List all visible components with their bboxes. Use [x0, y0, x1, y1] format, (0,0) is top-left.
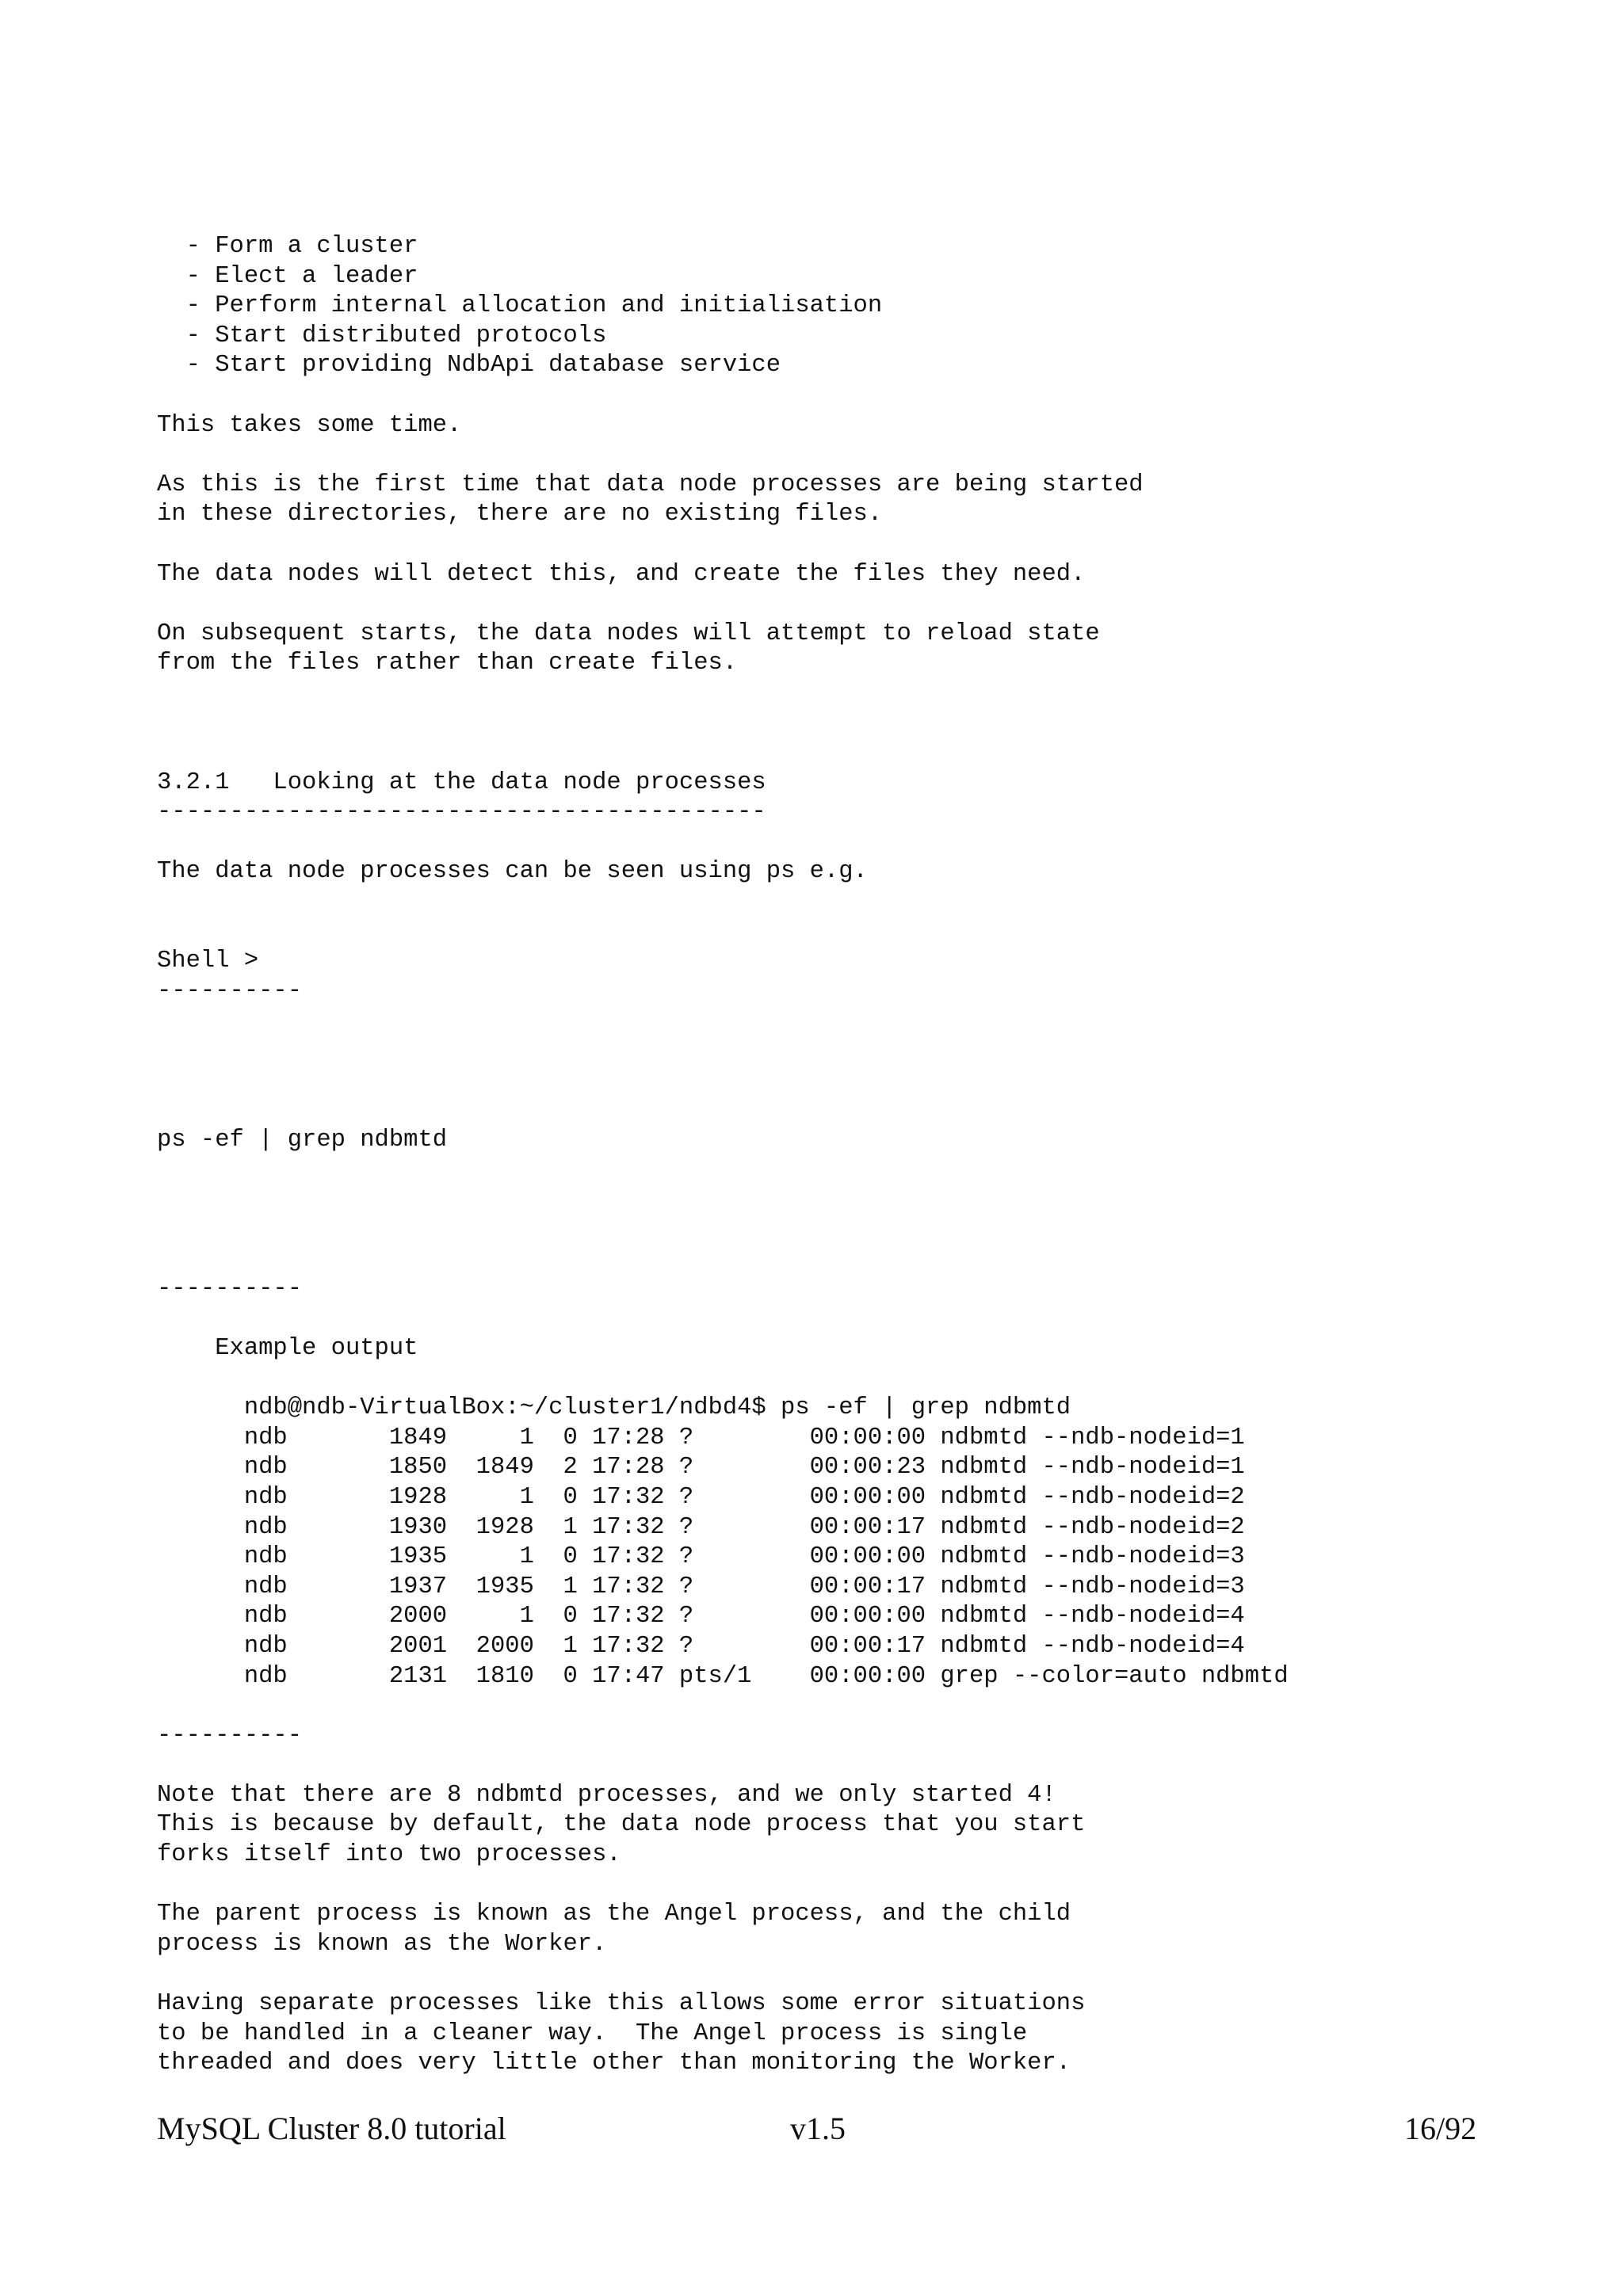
text-line: [157, 1959, 1583, 1989]
text-line: - Start providing NdbApi database service: [157, 352, 781, 379]
text-line: Shell >: [157, 948, 259, 975]
text-line: This takes some time.: [157, 411, 462, 439]
text-line: ndb 1937 1935 1 17:32 ? 00:00:17 ndbmtd --ndb-nodeid=3: [157, 1573, 1245, 1600]
text-line: ps -ef | grep ndbmtd: [157, 1126, 448, 1154]
text-line: - Form a cluster: [157, 233, 418, 260]
text-line: ndb 1935 1 0 17:32 ? 00:00:00 ndbmtd --ndb-nodeid=3: [157, 1543, 1245, 1571]
text-line: [157, 1304, 1583, 1334]
text-line: The parent process is known as the Angel process, and the child: [157, 1901, 1071, 1928]
footer-page-number: 16/92: [1404, 2111, 1477, 2146]
text-line: The data node processes can be seen using ps e.g.: [157, 858, 868, 886]
text-line: [157, 1066, 1583, 1097]
text-line: The data nodes will detect this, and create the files they need.: [157, 560, 1086, 588]
text-line: [157, 381, 1583, 411]
text-line: ----------: [157, 1275, 303, 1302]
text-line: [157, 679, 1583, 709]
text-line: ndb 2131 1810 0 17:47 pts/1 00:00:00 grep --color=auto ndbmtd: [157, 1662, 1289, 1690]
text-line: [157, 1036, 1583, 1066]
text-line: ----------: [157, 1722, 303, 1749]
text-line: ndb 2001 2000 1 17:32 ? 00:00:17 ndbmtd --ndb-nodeid=4: [157, 1632, 1245, 1660]
text-line: ndb 1930 1928 1 17:32 ? 00:00:17 ndbmtd --ndb-nodeid=2: [157, 1513, 1245, 1541]
text-line: [157, 1691, 1583, 1722]
text-line: [157, 917, 1583, 948]
text-line: [157, 1185, 1583, 1215]
page-body: [157, 232, 1583, 2079]
text-line: [157, 828, 1583, 858]
text-line: Note that there are 8 ndbmtd processes, and we only started 4!: [157, 1781, 1056, 1809]
text-line: threaded and does very little other than monitoring the Worker.: [157, 2050, 1071, 2077]
text-line: [157, 530, 1583, 560]
text-line: [157, 1215, 1583, 1245]
text-line: ndb 2000 1 0 17:32 ? 00:00:00 ndbmtd --ndb-nodeid=4: [157, 1603, 1245, 1630]
text-line: ndb 1928 1 0 17:32 ? 00:00:00 ndbmtd --ndb-nodeid=2: [157, 1483, 1245, 1511]
text-line: Having separate processes like this allows some error situations: [157, 1990, 1086, 2018]
text-line: ndb 1849 1 0 17:28 ? 00:00:00 ndbmtd --ndb-nodeid=1: [157, 1424, 1245, 1451]
text-line: process is known as the Worker.: [157, 1930, 607, 1958]
text-line: ----------: [157, 977, 303, 1005]
text-line: from the files rather than create files.: [157, 650, 738, 677]
text-line: [157, 1364, 1583, 1394]
footer-title: MySQL Cluster 8.0 tutorial: [157, 2111, 506, 2146]
text-line: forks itself into two processes.: [157, 1841, 621, 1869]
text-line: - Start distributed protocols: [157, 322, 607, 349]
text-line: ------------------------------------------: [157, 799, 766, 826]
footer-version: v1.5: [790, 2111, 846, 2146]
text-line: This is because by default, the data node process that you start: [157, 1811, 1086, 1839]
text-line: [157, 589, 1583, 620]
text-line: [157, 1245, 1583, 1275]
text-line: Example output: [157, 1334, 418, 1362]
text-line: On subsequent starts, the data nodes will attempt to reload state: [157, 620, 1100, 647]
text-line: in these directories, there are no existing files.: [157, 501, 883, 528]
text-line: ndb@ndb-VirtualBox:~/cluster1/ndbd4$ ps -ef | grep ndbmtd: [157, 1394, 1071, 1422]
text-line: [157, 1871, 1583, 1901]
text-line: to be handled in a cleaner way. The Angel process is single: [157, 2019, 1028, 2047]
text-line: [157, 1751, 1583, 1781]
text-line: [157, 441, 1583, 471]
text-line: [157, 1006, 1583, 1036]
text-line: [157, 1096, 1583, 1126]
text-line: [157, 887, 1583, 917]
text-line: [157, 1155, 1583, 1185]
text-line: - Elect a leader: [157, 262, 418, 290]
text-line: As this is the first time that data node processes are being started: [157, 471, 1144, 498]
text-line: [157, 738, 1583, 769]
text-line: 3.2.1 Looking at the data node processes: [157, 769, 766, 796]
text-line: - Perform internal allocation and initialisation: [157, 292, 883, 320]
text-line: ndb 1850 1849 2 17:28 ? 00:00:23 ndbmtd --ndb-nodeid=1: [157, 1454, 1245, 1482]
text-line: [157, 709, 1583, 739]
